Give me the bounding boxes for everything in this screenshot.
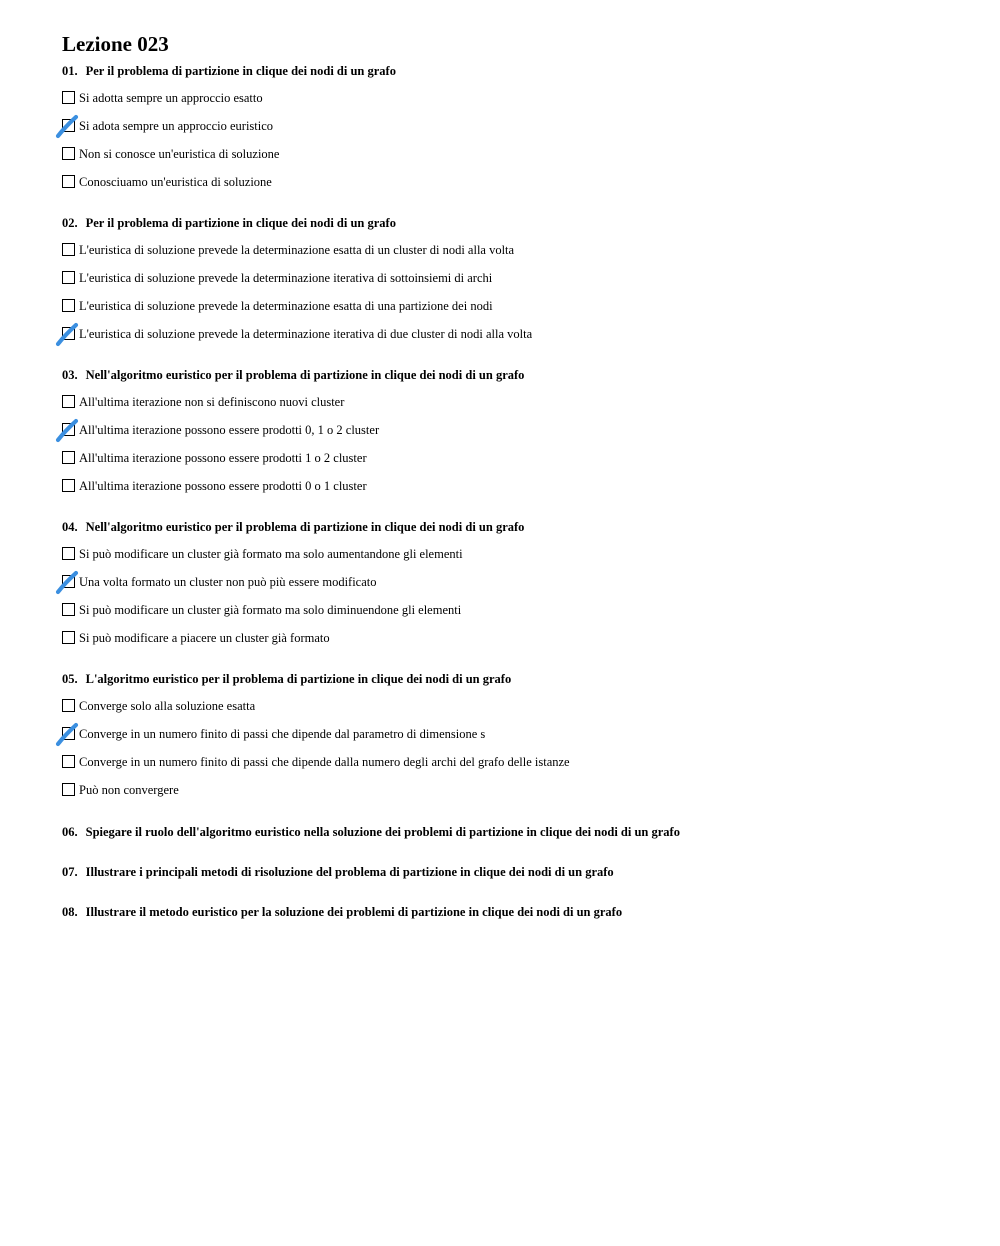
checkbox[interactable] <box>62 423 75 436</box>
question-text: Illustrare il metodo euristico per la soluzione dei problemi di partizione in clique dei nodi di un grafo <box>85 905 623 919</box>
checkbox[interactable] <box>62 783 75 796</box>
answer-option[interactable] <box>62 698 962 726</box>
checkbox[interactable] <box>62 91 75 104</box>
open-question-06 <box>62 824 962 864</box>
option-label: L'euristica di soluzione prevede la determinazione esatta di un cluster di nodi alla volta <box>79 243 515 257</box>
option-label: L'euristica di soluzione prevede la determinazione iterativa di due cluster di nodi alla volta <box>79 327 533 341</box>
answer-option[interactable] <box>62 782 962 810</box>
question-number: 06. <box>62 825 78 839</box>
question-heading <box>62 904 962 920</box>
question-heading <box>62 367 962 383</box>
option-label: Si può modificare un cluster già formato ma solo diminuendone gli elementi <box>79 603 462 617</box>
question-heading <box>62 519 962 535</box>
option-label: Converge solo alla soluzione esatta <box>79 699 256 713</box>
answer-option[interactable] <box>62 146 962 174</box>
option-label: All'ultima iterazione non si definiscono nuovi cluster <box>79 395 345 409</box>
open-question-07 <box>62 864 962 904</box>
option-label: Conosciuamo un'euristica di soluzione <box>79 175 272 189</box>
checkbox[interactable] <box>62 451 75 464</box>
checkbox[interactable] <box>62 243 75 256</box>
question-number: 04. <box>62 520 78 534</box>
question-number: 05. <box>62 672 78 686</box>
check-mark-icon <box>55 569 81 595</box>
question-text: Per il problema di partizione in clique dei nodi di un grafo <box>85 64 396 78</box>
answer-option[interactable] <box>62 174 962 202</box>
question-heading <box>62 63 962 79</box>
question-05 <box>62 671 962 810</box>
answer-option[interactable] <box>62 242 962 270</box>
option-label: All'ultima iterazione possono essere prodotti 1 o 2 cluster <box>79 451 367 465</box>
question-heading <box>62 864 962 880</box>
answer-options <box>62 90 962 202</box>
answer-option[interactable] <box>62 602 962 630</box>
page-title: Lezione 023 <box>62 32 169 56</box>
answer-option[interactable] <box>62 90 962 118</box>
answer-option[interactable] <box>62 726 962 754</box>
option-label: Converge in un numero finito di passi che dipende dal parametro di dimensione s <box>79 727 486 741</box>
answer-options <box>62 698 962 810</box>
question-number: 07. <box>62 865 78 879</box>
question-02 <box>62 215 962 354</box>
answer-option[interactable] <box>62 574 962 602</box>
checkbox[interactable] <box>62 327 75 340</box>
answer-option[interactable] <box>62 118 962 146</box>
answer-options <box>62 394 962 506</box>
option-label: Converge in un numero finito di passi che dipende dalla numero degli archi del grafo delle istanze <box>79 755 570 769</box>
answer-option[interactable] <box>62 394 962 422</box>
checkbox[interactable] <box>62 395 75 408</box>
checkbox[interactable] <box>62 727 75 740</box>
answer-options <box>62 242 962 354</box>
option-label: Può non convergere <box>79 783 179 797</box>
question-01 <box>62 63 962 202</box>
answer-option[interactable] <box>62 478 962 506</box>
answer-option[interactable] <box>62 754 962 782</box>
open-question-08 <box>62 904 962 944</box>
option-label: Si adota sempre un approccio euristico <box>79 119 274 133</box>
question-text: L'algoritmo euristico per il problema di partizione in clique dei nodi di un grafo <box>85 672 512 686</box>
question-text: Per il problema di partizione in clique dei nodi di un grafo <box>85 216 396 230</box>
checkbox[interactable] <box>62 175 75 188</box>
question-text: Nell'algoritmo euristico per il problema di partizione in clique dei nodi di un grafo <box>85 520 525 534</box>
question-heading <box>62 215 962 231</box>
check-mark-icon <box>55 113 81 139</box>
question-text: Illustrare i principali metodi di risoluzione del problema di partizione in clique dei nodi di un grafo <box>85 865 614 879</box>
answer-option[interactable] <box>62 630 962 658</box>
checkbox[interactable] <box>62 147 75 160</box>
answer-option[interactable] <box>62 450 962 478</box>
option-label: Si può modificare un cluster già formato ma solo aumentandone gli elementi <box>79 547 463 561</box>
answer-option[interactable] <box>62 270 962 298</box>
checkbox[interactable] <box>62 271 75 284</box>
question-03 <box>62 367 962 506</box>
check-mark-icon <box>55 321 81 347</box>
checkbox[interactable] <box>62 547 75 560</box>
checkbox[interactable] <box>62 119 75 132</box>
option-label: Si adotta sempre un approccio esatto <box>79 91 263 105</box>
question-number: 03. <box>62 368 78 382</box>
checkbox[interactable] <box>62 603 75 616</box>
check-mark-icon <box>55 721 81 747</box>
question-number: 08. <box>62 905 78 919</box>
option-label: All'ultima iterazione possono essere prodotti 0, 1 o 2 cluster <box>79 423 380 437</box>
checkbox[interactable] <box>62 699 75 712</box>
checkbox[interactable] <box>62 299 75 312</box>
option-label: Una volta formato un cluster non può più essere modificato <box>79 575 377 589</box>
question-text: Nell'algoritmo euristico per il problema di partizione in clique dei nodi di un grafo <box>85 368 525 382</box>
option-label: Non si conosce un'euristica di soluzione <box>79 147 280 161</box>
answer-option[interactable] <box>62 546 962 574</box>
option-label: L'euristica di soluzione prevede la determinazione esatta di una partizione dei nodi <box>79 299 493 313</box>
document-page <box>62 30 962 944</box>
answer-option[interactable] <box>62 422 962 450</box>
question-number: 02. <box>62 216 78 230</box>
question-number: 01. <box>62 64 78 78</box>
answer-options <box>62 546 962 658</box>
check-mark-icon <box>55 417 81 443</box>
option-label: All'ultima iterazione possono essere prodotti 0 o 1 cluster <box>79 479 367 493</box>
checkbox[interactable] <box>62 575 75 588</box>
question-04 <box>62 519 962 658</box>
checkbox[interactable] <box>62 755 75 768</box>
checkbox[interactable] <box>62 479 75 492</box>
question-heading <box>62 824 962 840</box>
option-label: L'euristica di soluzione prevede la determinazione iterativa di sottoinsiemi di archi <box>79 271 493 285</box>
answer-option[interactable] <box>62 298 962 326</box>
answer-option[interactable] <box>62 326 962 354</box>
checkbox[interactable] <box>62 631 75 644</box>
question-heading <box>62 671 962 687</box>
question-text: Spiegare il ruolo dell'algoritmo euristico nella soluzione dei problemi di partizione in clique dei nodi di un grafo <box>85 825 680 839</box>
option-label: Si può modificare a piacere un cluster già formato <box>79 631 330 645</box>
